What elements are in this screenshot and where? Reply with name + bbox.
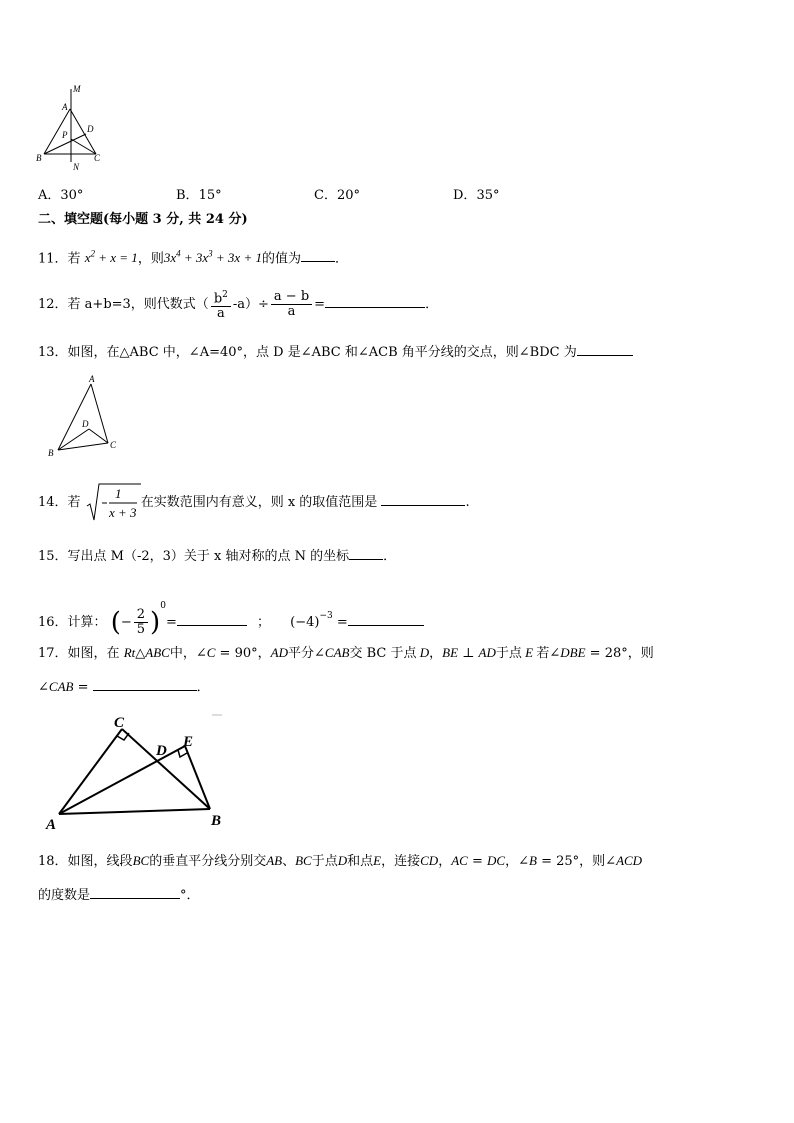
q10-option-d: D．35° — [453, 188, 500, 203]
q16-power-fraction: (− $\frac{2}{5}$ )$^0$ — [110, 601, 166, 638]
answer-blank-16a[interactable] — [177, 611, 247, 626]
question-18-line2: 的度数是 °． — [38, 884, 200, 906]
question-17: 17．如图，在 Rt△ABC中，∠C = 90°，AD平分∠CAB交 BC 于点 D，BE ⊥ AD于点 E 若∠DBE = 28°，则 — [38, 645, 654, 661]
figure-q17-triangle — [42, 710, 228, 834]
q14-radical — [85, 482, 141, 523]
question-17-line2: ∠CAB = ． — [38, 676, 210, 698]
label-b: B — [36, 153, 42, 163]
svg-text:1: 1 — [114, 486, 122, 501]
answer-blank-17[interactable] — [93, 676, 197, 691]
figure-q13-triangle — [44, 372, 130, 460]
label-c: C — [110, 440, 117, 450]
question-14: 14．若 1 x + 3 在实数范围内有意义，则 x 的取值范围是 . — [38, 482, 470, 523]
label-n: N — [73, 162, 80, 172]
answer-blank-13[interactable] — [577, 341, 633, 356]
answer-blank-16b[interactable] — [348, 611, 424, 626]
question-16: 16．计算： (− $\frac{2}{5}$ )$^0$= ； $(-4)^{-3}$ = — [38, 586, 424, 643]
label-d: D — [82, 419, 89, 429]
question-12: 12．若 a+b=3，则代数式（ $\frac{b^2}{a}$ -a）÷ $\frac{a - b}{a}$ = ． — [38, 289, 439, 322]
label-a: A — [46, 817, 57, 833]
answer-blank-18[interactable] — [90, 884, 180, 899]
q10-option-b: B．15° — [176, 188, 222, 203]
answer-blank-12[interactable] — [325, 293, 425, 308]
label-c: C — [94, 153, 101, 163]
label-b: B — [48, 448, 54, 458]
question-11: 11．若 $x^2 + x = 1$，则$3x^4 + 3x^3 + 3x + 1$的值为 ． — [38, 249, 349, 267]
label-a: A — [62, 102, 68, 112]
question-13: 13．如图，在△ABC 中，∠A=40°，点 D 是∠ABC 和∠ACB 角平分线的交点，则∠BDC 为 — [38, 341, 633, 363]
q10-option-a: A．30° — [38, 188, 84, 203]
label-d: D — [156, 743, 167, 759]
label-m: M — [73, 84, 81, 94]
q10-option-c: C．20° — [314, 188, 360, 203]
label-p: P — [62, 130, 68, 140]
question-15: 15．写出点 M（-2，3）关于 x 轴对称的点 N 的坐标 ． — [38, 545, 396, 567]
label-d: D — [87, 124, 94, 134]
q11-expression: $3x^4 + 3x^3 + 3x + 1$ — [163, 249, 262, 266]
label-a: A — [89, 374, 95, 384]
section-heading: 二、填空题(每小题 3 分, 共 24 分) — [38, 212, 248, 227]
question-18: 18．如图，线段BC的垂直平分线分别交AB、BC于点D和点E，连接CD，AC = DC，∠B = 25°，则∠ACD — [38, 853, 643, 869]
answer-blank-14[interactable] — [381, 491, 465, 506]
q12-fraction-amb-a: $\frac{a - b}{a}$ — [271, 290, 312, 319]
q12-fraction-b2-a: $\frac{b^2}{a}$ — [211, 288, 231, 321]
label-b: B — [211, 813, 222, 829]
figure-q10-triangle — [36, 84, 108, 174]
answer-blank-15[interactable] — [349, 545, 383, 560]
q11-equation: $x^2 + x = 1$ — [84, 249, 138, 266]
svg-text:x + 3: x + 3 — [108, 505, 137, 520]
label-e: E — [183, 734, 194, 750]
q16-power-negative: $(-4)^{-3}$ — [290, 611, 333, 630]
label-c: C — [114, 715, 125, 731]
answer-blank-11[interactable] — [301, 247, 335, 262]
